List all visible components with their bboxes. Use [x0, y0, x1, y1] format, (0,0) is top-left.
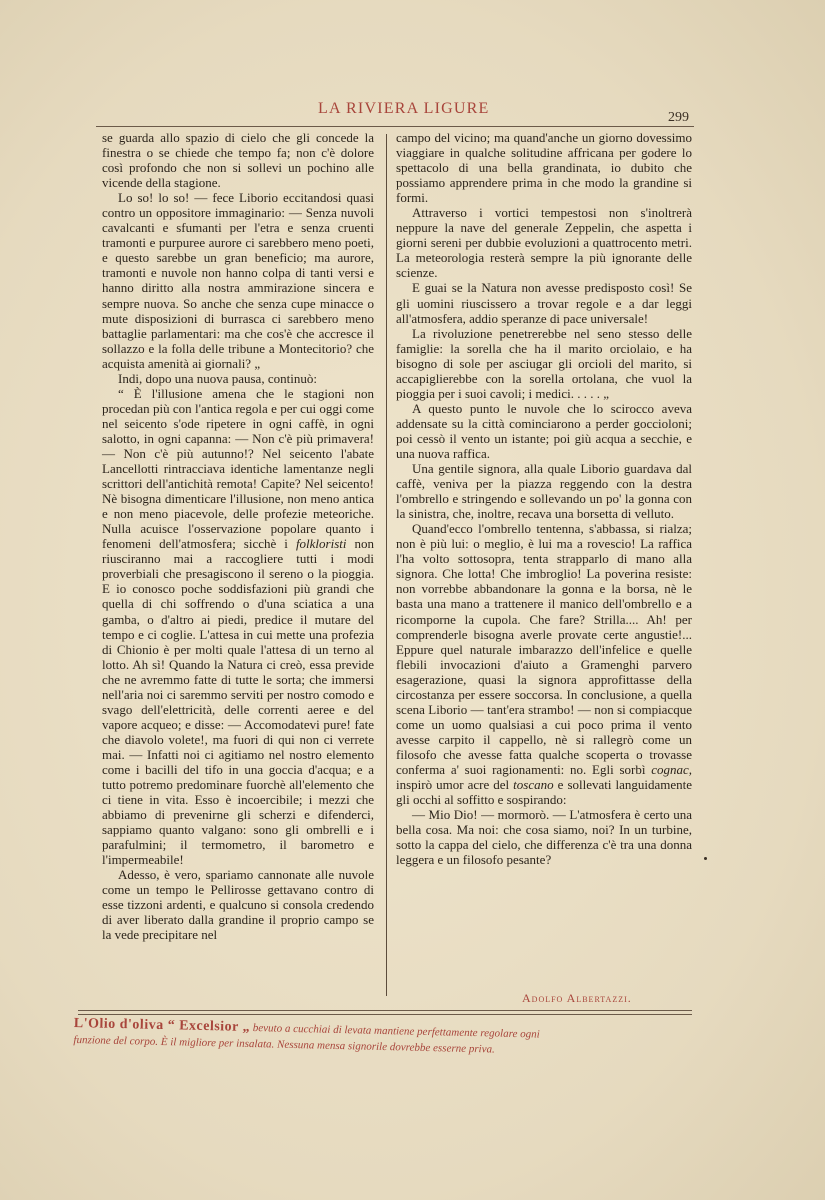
text-run: e sollevati languidamente gli occhi al soffitto e sospirando: [396, 777, 693, 808]
paragraph: Lo so! lo so! — fece Liborio eccitandosi quasi contro un oppositore immaginario: — Senza nuvoli cavalcanti e sfumanti per l'etra e senza cruenti tramonti e purpuree aurore ci sarebbero meno poeti, e questo sarebbe un gran beneficio; ma aurore, tramonti e nuvole non hanno colpa di tanti versi e hanno diritto alla nostra ammirazione sincera e sempre nuova. So anche che senza cupe minacce o mute disposizioni di burrasca ci sarebbero meno battaglie parlamentari: ma che cos'è che accresce il sollazzo e la folla delle tribune a Montecitorio? che acquista amenità ai giornali? „ [102, 190, 374, 371]
page-number: 299 [668, 110, 689, 125]
author-signature: Adolfo Albertazzi. [522, 991, 632, 1005]
page-header [0, 98, 825, 126]
paragraph [102, 386, 374, 868]
right-column [396, 130, 692, 867]
paragraph: — Mio Dio! — mormorò. — L'atmosfera è certo una bella cosa. Ma noi: che cosa siamo, noi? In un turbine, sotto la cappa del cielo, che differenza c'è tra una donna leggera e un filosofo pesante? [396, 807, 692, 868]
paragraph: La rivoluzione penetrerebbe nel seno stesso delle famiglie: la sorella che ha il marito orciolaio, e ha bisogno di sole per asciugar gli orcioli del marito, si accapiglierebbe con la sorella ortolana, che vuol la pioggia per i suoi cavoli; i medici. . . . . „ [396, 325, 692, 401]
text-run: Quand'ecco l'ombrello tentenna, s'abbassa, si rialza; non è più lui: o meglio, è lui ma a rovescio! La raffica l'ha volto sottosopra, tenta strapparlo di mano alla signora. Che lotta! Che imbroglio! La poverina resiste: non vorrebbe abbandonare la gonna e la borsa, nè le basta una mano a trattenere il manico dell'ombrello e a ricomporne la cupola. Che fare? Strilla.... Ah! per comprenderle bisogna averle provate certe angustie!... Eppure quel naturale imbarazzo dell'infelice e quelle flebili invocazioni d'aiuto a Gramenghi parvero esagerazione, quasi la signora approfittasse della circostanza per essere soccorsa. In conclusione, a quella scena Liborio — tant'era strambo! — non si compiacque come un uomo qualsiasi a cui poco prima il vento avesse carpito il cappello, nè si rallegrò come un filosofo che avesse fatta qualche scoperta o trovasse conferma a' suoi ragionamenti: no. Egli sorbì [396, 521, 692, 777]
left-column [102, 130, 374, 943]
italic-term: toscano [513, 777, 554, 793]
paragraph: A questo punto le nuvole che lo scirocco aveva addensate su la città cominciarono a perder goccioloni; poi cessò il vento un istante; poi giù acqua a secchie, e una nuova raffica. [396, 400, 692, 461]
paragraph [396, 521, 692, 807]
ad-text: bevuto a cucchiai di levata mantiene perfettamente regolare ogni [252, 1022, 540, 1041]
italic-term: cognac, [651, 761, 692, 777]
ad-brand: L'Olio d'oliva “ Excelsior „ [73, 1016, 251, 1035]
advertisement [73, 1016, 696, 1060]
header-rule [96, 126, 694, 127]
running-title: LA RIVIERA LIGURE [318, 100, 490, 117]
ink-speck [704, 857, 707, 860]
footer-double-rule [78, 1010, 692, 1015]
italic-term: folkloristi [295, 536, 347, 552]
paragraph: Una gentile signora, alla quale Liborio guardava dal caffè, veniva per la piazza reggendo con la destra l'ombrello e stringendo e sollevando un po' la gonna con la sinistra, che, inoltre, recava una borsetta di velluto. [396, 461, 692, 522]
text-run: non riusciranno mai a raccogliere tutti i modi proverbiali che presagiscono il sereno o la pioggia. E io conosco poche soddisfazioni più grandi che quella di chi soffrendo o d'una sciatica a una gamba, o d'altro ai piedi, predice il mutare del tempo e ci coglie. L'attesa in cui mette una profezia di Chionio è per molti quale l'attesa di un terno al lotto. Ah sì! Quando la Natura ci creò, essa previde che ne avremmo fatte di tutte le sorta; che immersi nell'aria noi ci saremmo serviti per nostro comodo e svago dell'elettricità, delle correnti aeree e del vapore acqueo; e disse: — Accomodatevi pure! fate che diavolo volete!, ma fuori di qui non ci verrete mai. — Infatti noi ci agitiamo nel nostro elemento come i bacilli del tifo in una goccia d'acqua; e a tutto potremo predominare fuorchè all'elemento che ci tiene in vita. Esso è incoercibile; i mezzi che abbiamo di prevenirne gli scherzi e difenderci, sappiamo quanto valgano: sono gli ombrelli e i parafulmini; il termometro, il barometro e l'impermeabile! [102, 536, 375, 868]
text-run: “ È l'illusione amena che le stagioni non procedan più con l'antica regola e per cui oggi come nel seicento s'ode ripetere in ogni caffè, in ogni salotto, in ogni capanna: — Non c'è più primavera! — Non c'è più autunno!? Nel seicento l'abate Lancellotti rintracciava identiche lamentanze negli scrittori dell'antichità remota! Capite? Nel seicento! Nè bisogna dimenticare l'illusione, non meno antica e non meno piacevole, delle profezie meteoriche. Nulla acuisce l'osservazione popolare quanto i fenomeni dell'atmosfera; sicchè i [102, 385, 374, 552]
paragraph: se guarda allo spazio di cielo che gli concede la finestra o se chiede che tempo fa; non c'è dolore così profondo che non si sollevi un pochino alle vicende della stagione. [102, 130, 374, 191]
ad-line-2: funzione del corpo. È il migliore per insalata. Nessuna mensa signorile dovrebbe esserne priva. [73, 1033, 495, 1056]
paragraph: Attraverso i vortici tempestosi non s'inoltrerà neppure la nave del generale Zeppelin, che aspetta i giorni sereni per dubbie evoluzioni a quattrocento metri. La meteorologia resterà sempre la più ignorante delle scienze. [396, 205, 692, 281]
column-divider [386, 134, 387, 996]
text-run: inspirò umor acre del [396, 777, 510, 793]
paragraph: E guai se la Natura non avesse predisposto così! Se gli uomini riuscissero a trovar regole e a dar leggi all'atmosfera, addio speranze di pace universale! [396, 280, 692, 326]
paragraph: campo del vicino; ma quand'anche un giorno dovessimo viaggiare in qualche solitudine affricana per godere lo spettacolo di una bella grandinata, io dubito che possiamo apprendere prima in che modo la grandine si formi. [396, 130, 692, 206]
paragraph: Indi, dopo una nuova pausa, continuò: [118, 370, 317, 386]
paragraph: Adesso, è vero, spariamo cannonate alle nuvole come un tempo le Pellirosse gettavano contro di esse tizzoni ardenti, e qualcuno si consola credendo di aver liberato dalla grandine il proprio campo se la vede precipitare nel [102, 867, 374, 943]
